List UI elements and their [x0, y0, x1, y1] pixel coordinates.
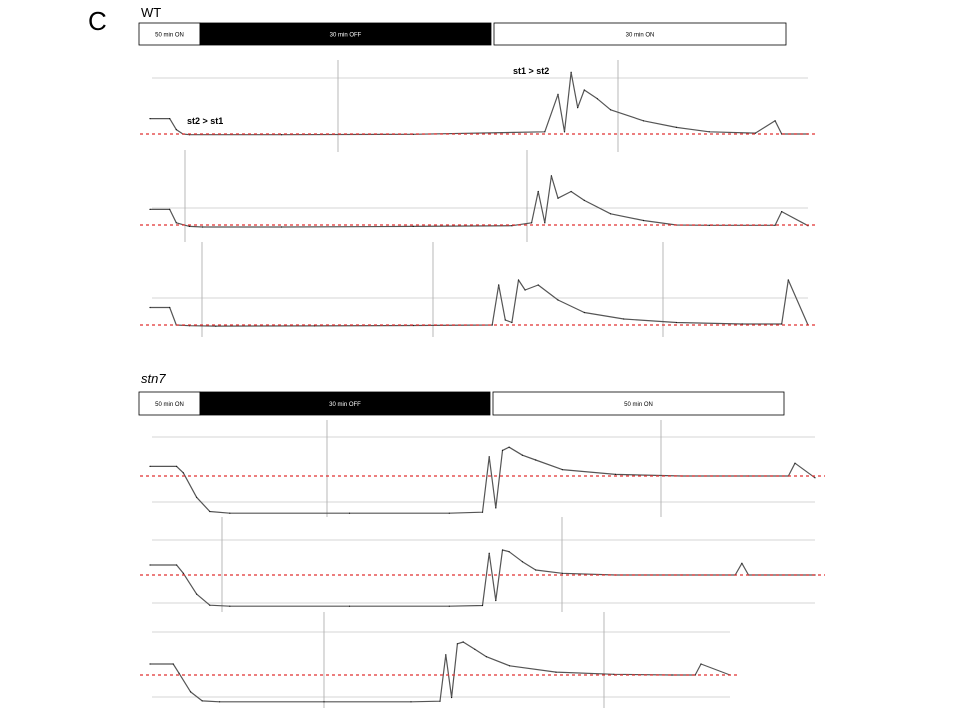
trace-point — [505, 319, 506, 320]
trace-point — [189, 226, 190, 227]
trace-point — [281, 134, 282, 135]
trace-point — [562, 469, 563, 470]
trace-point — [564, 131, 565, 132]
trace-point — [457, 643, 458, 644]
trace-point — [700, 663, 701, 664]
trace-point — [709, 131, 710, 132]
trace-point — [482, 512, 483, 513]
trace-point — [215, 326, 216, 327]
trace-line-stn7-2 — [150, 550, 815, 606]
trace-point — [577, 107, 578, 108]
trace-point — [486, 656, 487, 657]
light-bar-label: 30 min ON — [625, 32, 655, 39]
trace-point — [498, 284, 499, 285]
trace-point — [482, 605, 483, 606]
trace-point — [531, 222, 532, 223]
trace-point — [190, 691, 191, 692]
trace-point — [169, 118, 170, 119]
trace-point — [525, 289, 526, 290]
trace-point — [511, 322, 512, 323]
trace-point — [149, 209, 150, 210]
trace-point — [149, 466, 150, 467]
trace-point — [794, 463, 795, 464]
trace-line-WT-2 — [150, 176, 808, 227]
annotation-st2-st1: st2 > st1 — [187, 116, 224, 126]
trace-point — [509, 447, 510, 448]
trace-point — [449, 513, 450, 514]
trace-point — [623, 318, 624, 319]
trace-point — [451, 697, 452, 698]
trace-point — [571, 191, 572, 192]
trace-point — [169, 209, 170, 210]
trace-point — [176, 129, 177, 130]
trace-line-WT-3 — [150, 280, 808, 326]
trace-point — [449, 606, 450, 607]
trace-point — [557, 198, 558, 199]
trace-point — [741, 563, 742, 564]
trace-point — [502, 549, 503, 550]
trace-point — [535, 459, 536, 460]
trace-point — [196, 594, 197, 595]
trace-point — [502, 450, 503, 451]
trace-point — [643, 220, 644, 221]
trace-point — [178, 673, 179, 674]
trace-point — [522, 561, 523, 562]
trace-point — [584, 312, 585, 313]
trace-point — [557, 94, 558, 95]
trace-point — [149, 307, 150, 308]
trace-point — [229, 606, 230, 607]
trace-point — [584, 200, 585, 201]
trace-point — [176, 222, 177, 223]
trace-point — [413, 226, 414, 227]
trace-point — [495, 600, 496, 601]
trace-point — [183, 573, 184, 574]
trace-point — [149, 564, 150, 565]
trace-point — [551, 175, 552, 176]
group-title-0: WT — [141, 5, 162, 20]
trace-point — [202, 700, 203, 701]
trace-point — [814, 477, 815, 478]
trace-line-stn7-3 — [150, 642, 730, 702]
trace-point — [209, 511, 210, 512]
trace-point — [610, 213, 611, 214]
trace-point — [615, 474, 616, 475]
trace-point — [492, 324, 493, 325]
trace-point — [676, 127, 677, 128]
trace-point — [229, 513, 230, 514]
trace-point — [489, 553, 490, 554]
trace-point — [489, 456, 490, 457]
light-bar-label: 50 min ON — [624, 402, 653, 408]
trace-point — [349, 513, 350, 514]
trace-point — [281, 226, 282, 227]
trace-point — [538, 191, 539, 192]
trace-point — [535, 569, 536, 570]
trace-point — [509, 665, 510, 666]
trace-point — [410, 701, 411, 702]
trace-point — [775, 225, 776, 226]
trace-point — [149, 118, 150, 119]
trace-point — [643, 120, 644, 121]
trace-point — [445, 654, 446, 655]
trace-point — [495, 507, 496, 508]
trace-point — [463, 641, 464, 642]
trace-point — [439, 701, 440, 702]
trace-point — [196, 497, 197, 498]
trace-point — [176, 564, 177, 565]
trace-point — [202, 226, 203, 227]
light-bar-label: 30 min OFF — [329, 402, 361, 408]
trace-point — [676, 322, 677, 323]
trace-point — [169, 307, 170, 308]
trace-point — [509, 551, 510, 552]
trace-point — [571, 72, 572, 73]
light-bar-label: 50 min ON — [155, 32, 184, 39]
trace-point — [173, 663, 174, 664]
trace-point — [775, 120, 776, 121]
trace-point — [610, 109, 611, 110]
group-title-1: stn7 — [141, 371, 166, 386]
light-bar-label: 50 min ON — [155, 402, 184, 408]
trace-point — [671, 674, 672, 675]
panel-label: C — [88, 6, 107, 36]
light-bar-label: 30 min OFF — [329, 32, 362, 39]
trace-point — [522, 455, 523, 456]
trace-line-stn7-1 — [150, 447, 815, 513]
trace-point — [219, 701, 220, 702]
trace-point — [323, 701, 324, 702]
trace-point — [544, 131, 545, 132]
trace-point — [597, 98, 598, 99]
trace-point — [709, 225, 710, 226]
trace-point — [518, 279, 519, 280]
annotation-st1-st2: st1 > st2 — [513, 66, 550, 76]
trace-point — [349, 606, 350, 607]
trace-point — [538, 284, 539, 285]
trace-point — [555, 672, 556, 673]
trace-point — [183, 472, 184, 473]
trace-point — [557, 299, 558, 300]
trace-point — [562, 573, 563, 574]
trace-point — [781, 211, 782, 212]
trace-point — [788, 279, 789, 280]
trace-point — [209, 605, 210, 606]
trace-point — [544, 222, 545, 223]
trace-line-WT-1 — [150, 72, 808, 134]
trace-point — [584, 89, 585, 90]
trace-point — [176, 466, 177, 467]
trace-point — [149, 663, 150, 664]
trace-point — [474, 649, 475, 650]
